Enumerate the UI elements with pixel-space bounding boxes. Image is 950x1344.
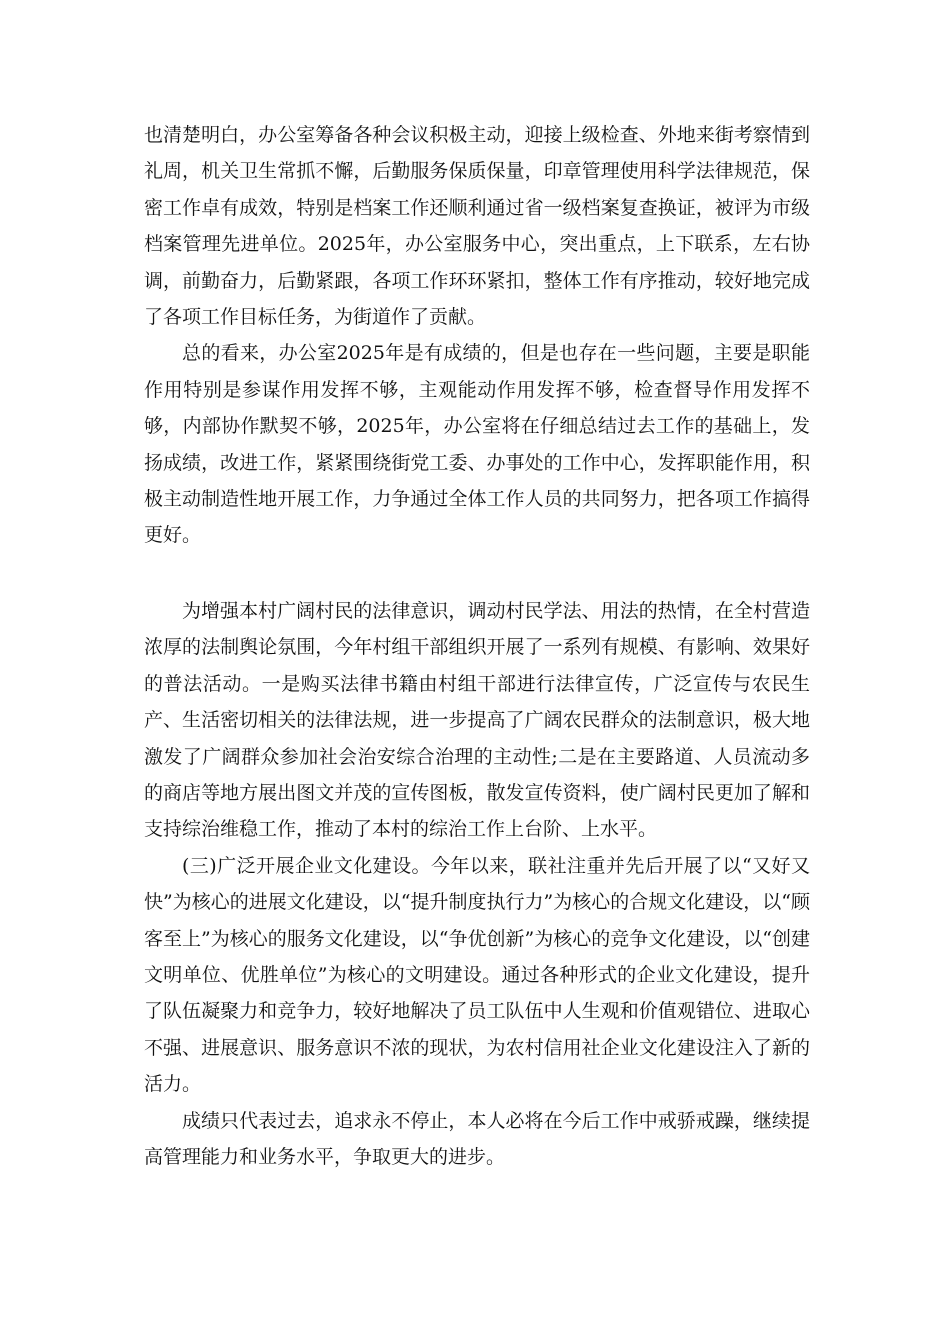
text-block-2: [144, 593, 810, 1176]
paragraph-office-problems: 总的看来，办公室2025年是有成绩的，但是也存在一些问题，主要是职能作用特别是参谋作用发挥不够，主观能动作用发挥不够，检查督导作用发挥不够，内部协作默契不够，2025年，办公室将在仔细总结过去工作的基础上，发扬成绩，改进工作，紧紧围绕街党工委、办事处的工作中心，发挥职能作用，积极主动制造性地开展工作，力争通过全体工作人员的共同努力，把各项工作搞得更好。: [144, 342, 810, 547]
paragraph-office-work-summary: 也清楚明白，办公室筹备各种会议积极主动，迎接上级检查、外地来街考察情到礼周，机关卫生常抓不懈，后勤服务保质保量，印章管理使用科学法律规范，保密工作卓有成效，特别是档案工作还顺利通过省一级档案复查换证，被评为市级档案管理先进单位。2025年，办公室服务中心，突出重点，上下联系，左右协调，前勤奋力，后勤紧跟，各项工作环环紧扣，整体工作有序推动，较好地完成了各项工作目标任务，为街道作了贡献。: [144, 124, 810, 329]
paragraph-conclusion: 成绩只代表过去，追求永不停止，本人必将在今后工作中戒骄戒躁，继续提高管理能力和业务水平，争取更大的进步。: [144, 1109, 810, 1169]
paragraph-law-promotion: 为增强本村广阔村民的法律意识，调动村民学法、用法的热情，在全村营造浓厚的法制舆论氛围，今年村组干部组织开展了一系列有规模、有影响、效果好的普法活动。一是购买法律书籍由村组干部进行法律宣传，广泛宣传与农民生产、生活密切相关的法律法规，进一步提高了广阔农民群众的法制意识，极大地激发了广阔群众参加社会治安综合治理的主动性;二是在主要路道、人员流动多的商店等地方展出图文并茂的宣传图板，散发宣传资料，使广阔村民更加了解和支持综治维稳工作，推动了本村的综治工作上台阶、上水平。: [144, 600, 810, 841]
paragraph-corporate-culture: (三)广泛开展企业文化建设。今年以来，联社注重并先后开展了以“又好又快”为核心的进展文化建设，以“提升制度执行力”为核心的合规文化建设，以“顾客至上”为核心的服务文化建设，以“争优创新”为核心的竞争文化建设，以“创建文明单位、优胜单位”为核心的文明建设。通过各种形式的企业文化建设，提升了队伍凝聚力和竞争力，较好地解决了员工队伍中人生观和价值观错位、进取心不强、进展意识、服务意识不浓的现状，为农村信用社企业文化建设注入了新的活力。: [144, 854, 810, 1096]
text-block-1: [144, 117, 810, 554]
